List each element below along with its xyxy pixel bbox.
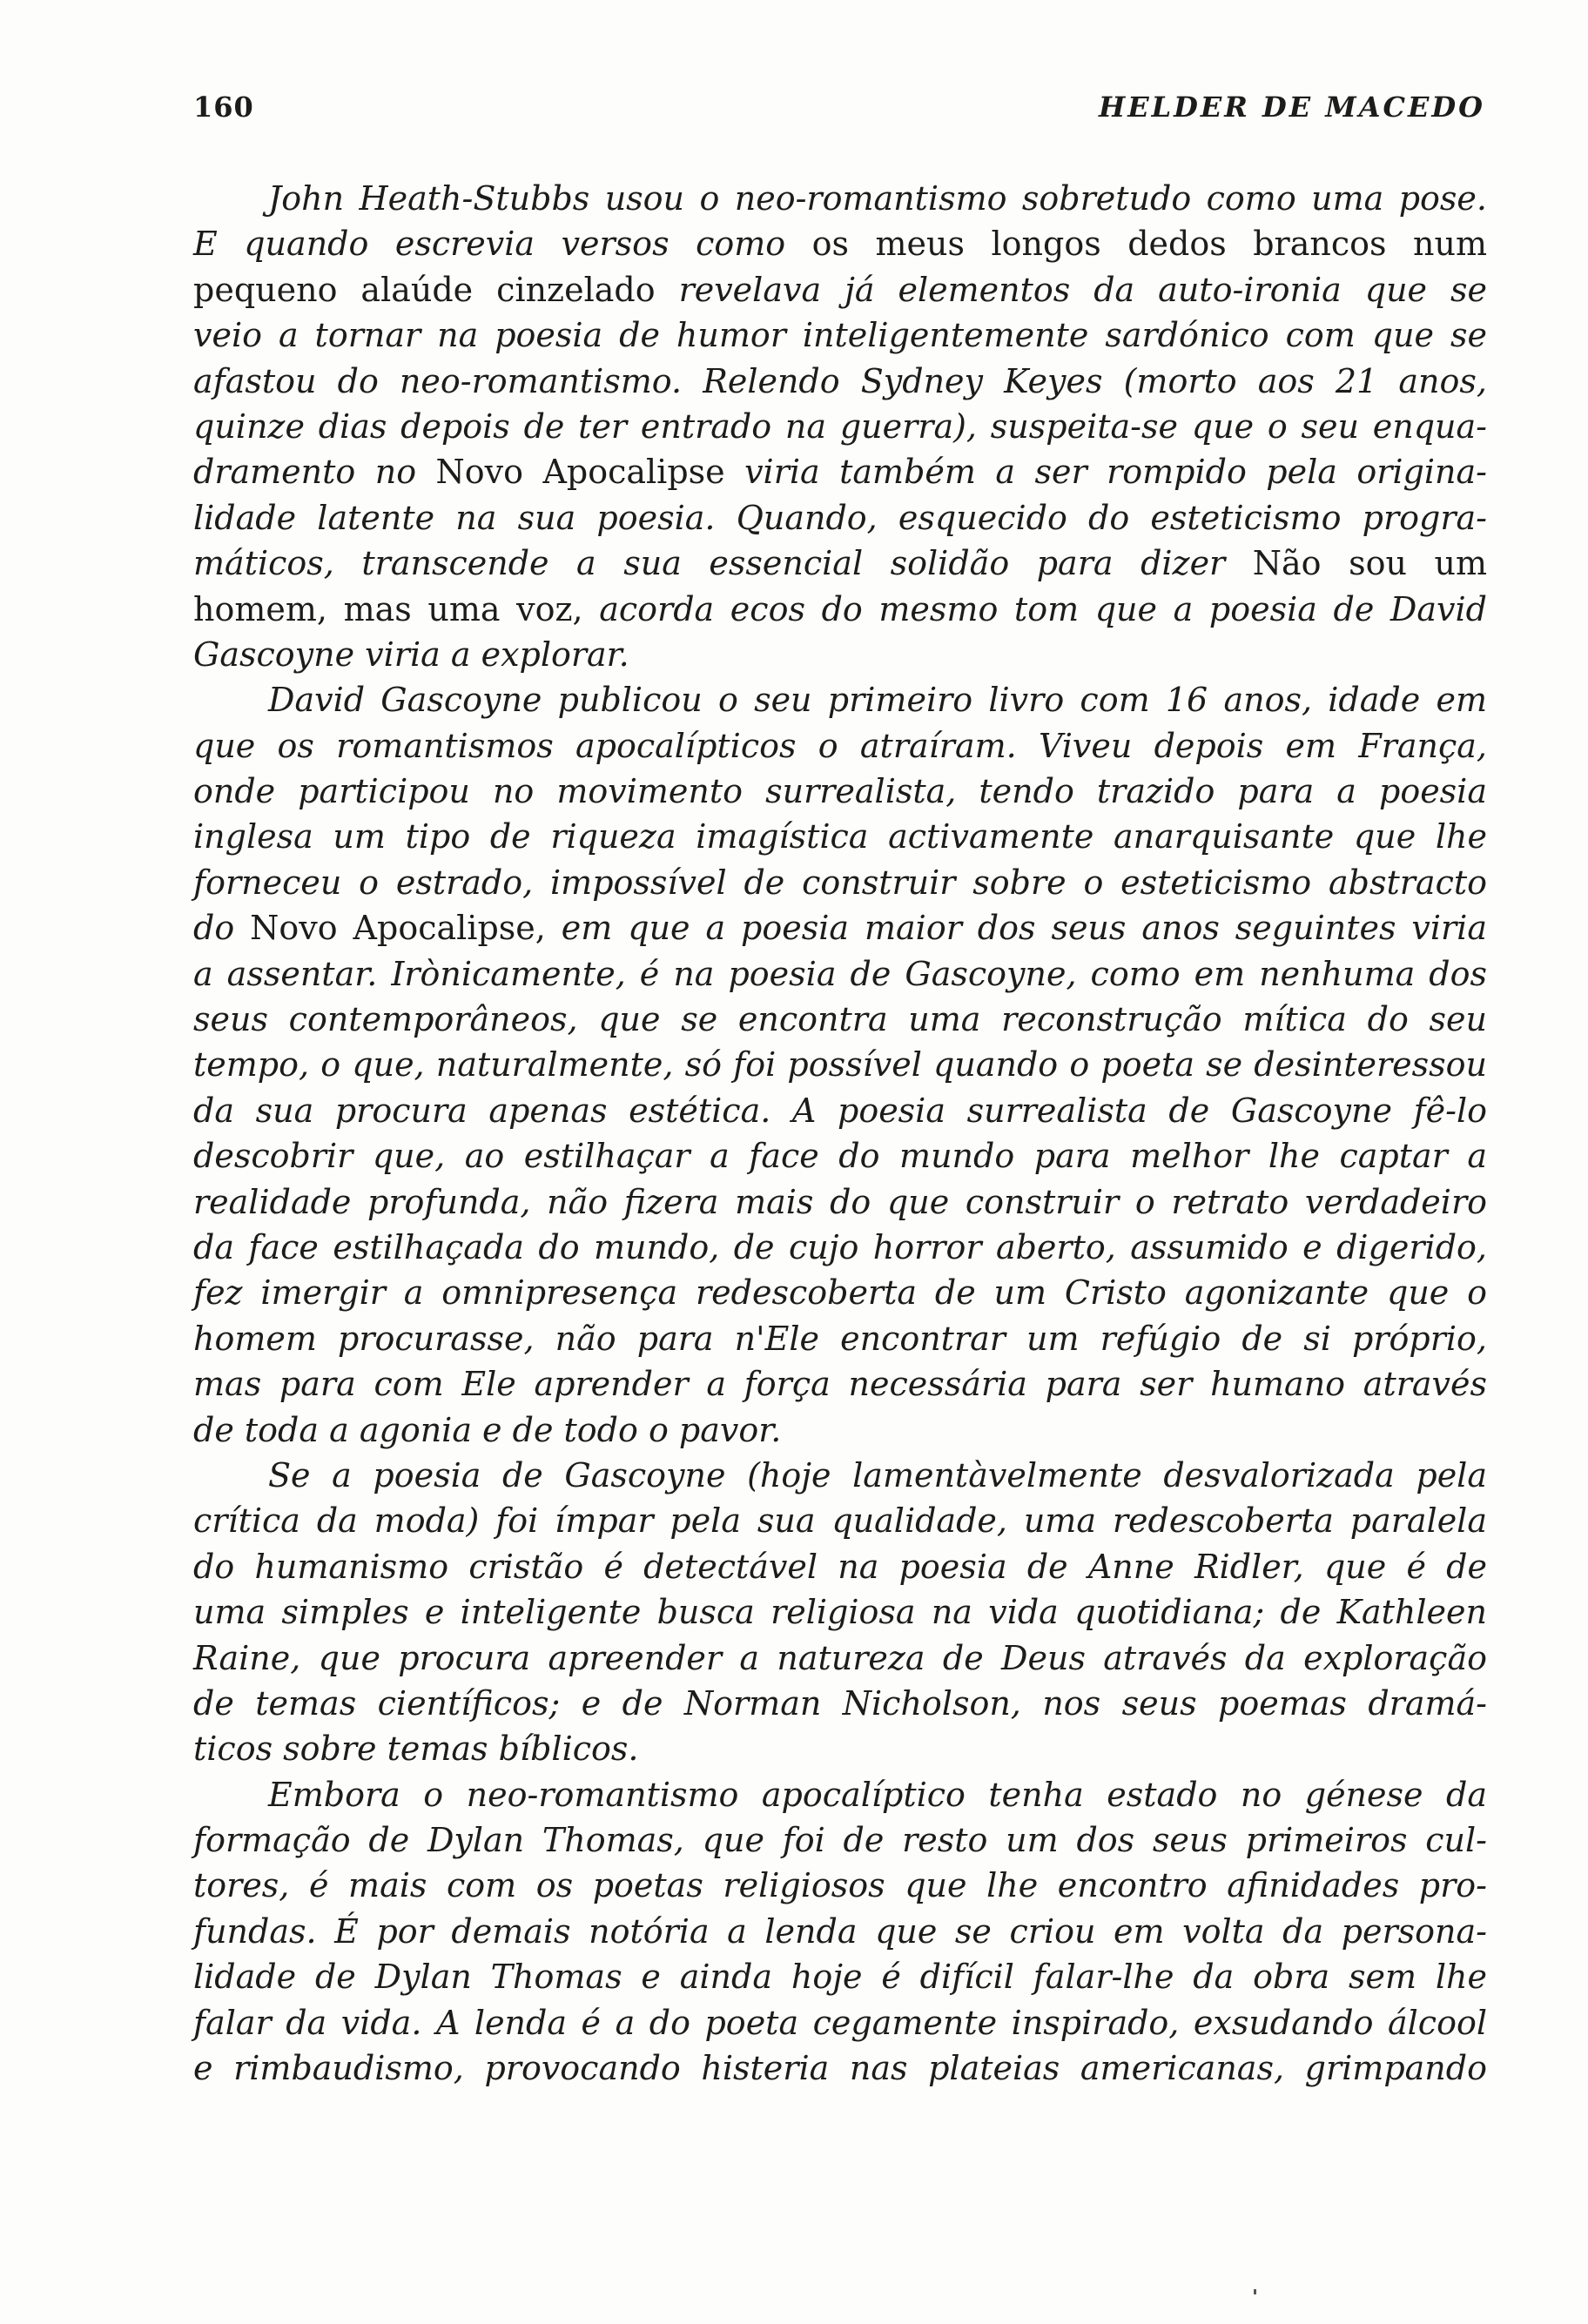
text-line — [193, 1498, 1487, 1543]
text-line — [193, 1726, 1487, 1771]
italic-text: formação de Dylan Thomas, que foi de resto um dos seus primeiros cul- — [193, 1821, 1487, 1860]
text-line — [193, 312, 1487, 358]
italic-text: Embora o neo-romantismo apocalíptico tenha estado no génese da — [268, 1775, 1487, 1814]
text-line — [193, 1179, 1487, 1225]
italic-text: uma simples e inteligente busca religiosa na vida quotidiana; de Kathleen — [193, 1593, 1487, 1632]
text-line — [193, 495, 1487, 541]
text-line — [193, 404, 1487, 449]
italic-text: realidade profunda, não fizera mais do que construir o retrato verdadeiro — [193, 1182, 1487, 1221]
italic-text: de toda a agonia e de todo o pavor. — [193, 1410, 782, 1449]
roman-text: pequeno alaúde cinzelado — [193, 270, 679, 309]
paragraph — [193, 176, 1487, 677]
italic-text: afastou do neo-romantismo. Relendo Sydney Keyes (morto aos 21 anos, — [193, 361, 1487, 400]
running-head: HELDER DE MACEDO — [1098, 91, 1485, 124]
roman-text: Novo Apocalipse, — [250, 909, 562, 948]
italic-text: do humanismo cristão é detectável na poesia de Anne Ridler, que é de — [193, 1547, 1487, 1586]
text-line — [193, 359, 1487, 404]
italic-text: dramento no — [193, 453, 436, 492]
italic-text: que os romantismos apocalípticos o atraíram. Viveu depois em França, — [193, 726, 1487, 765]
text-line — [193, 860, 1487, 905]
paragraph — [193, 677, 1487, 1453]
italic-text: acorda ecos do mesmo tom que a poesia de David — [599, 589, 1487, 628]
roman-text: os meus longos dedos brancos num — [811, 225, 1487, 264]
text-line — [193, 1636, 1487, 1681]
italic-text: quinze dias depois de ter entrado na guerra), suspeita-se que o seu enqua- — [193, 406, 1487, 446]
italic-text: e rimbaudismo, provocando histeria nas plateias americanas, grimpando — [193, 2049, 1487, 2088]
italic-text: lidade de Dylan Thomas e ainda hoje é difícil falar-lhe da obra sem lhe — [193, 1958, 1487, 1997]
text-line — [193, 814, 1487, 859]
text-line — [193, 1270, 1487, 1315]
text-line — [193, 1088, 1487, 1133]
italic-text: inglesa um tipo de riqueza imagística activamente anarquisante que lhe — [193, 817, 1487, 856]
italic-text: fundas. É por demais notória a lenda que se criou em volta da persona- — [193, 1911, 1487, 1951]
italic-text: tores, é mais com os poetas religiosos que lhe encontro afinidades pro- — [193, 1866, 1487, 1905]
text-line — [193, 1133, 1487, 1179]
italic-text: mas para com Ele aprender a força necessária para ser humano através — [193, 1365, 1487, 1404]
text-line — [193, 221, 1487, 266]
text-line — [193, 449, 1487, 494]
italic-text: John Heath-Stubbs usou o neo-romantismo sobretudo como uma pose. — [268, 179, 1487, 218]
italic-text: onde participou no movimento surrealista, tendo trazido para a poesia — [193, 772, 1487, 811]
text-line — [193, 677, 1487, 722]
italic-text: E quando escrevia versos como — [193, 225, 812, 264]
italic-text: do — [193, 909, 251, 948]
text-line — [193, 541, 1487, 586]
italic-text: fez imergir a omnipresença redescoberta de um Cristo agonizante que o — [193, 1273, 1487, 1313]
italic-text: lidade latente na sua poesia. Quando, esquecido do esteticismo progra- — [193, 498, 1487, 537]
italic-text: viria também a ser rompido pela origina- — [744, 453, 1487, 492]
paragraph — [193, 1453, 1487, 1772]
text-line — [193, 2045, 1487, 2091]
text-line — [193, 1407, 1487, 1453]
text-line — [193, 1589, 1487, 1635]
italic-text: veio a tornar na poesia de humor inteligentemente sardónico com que se — [193, 316, 1487, 355]
text-line — [193, 1772, 1487, 1817]
italic-text: forneceu o estrado, impossível de construir sobre o esteticismo abstracto — [193, 863, 1487, 902]
text-line — [193, 723, 1487, 769]
italic-text: homem procurasse, não para n'Ele encontrar um refúgio de si próprio, — [193, 1319, 1487, 1358]
text-line — [193, 1954, 1487, 1999]
text-line — [193, 1361, 1487, 1407]
italic-text: máticos, transcende a sua essencial solidão para dizer — [193, 544, 1253, 583]
italic-text: Gascoyne viria a explorar. — [193, 635, 629, 674]
text-line — [193, 997, 1487, 1042]
text-line — [193, 1544, 1487, 1589]
page-number: 160 — [193, 91, 254, 124]
text-line — [193, 1909, 1487, 1954]
text-line — [193, 951, 1487, 997]
text-line — [193, 587, 1487, 632]
italic-text: da face estilhaçada do mundo, de cujo horror aberto, assumido e digerido, — [193, 1227, 1487, 1266]
text-line — [193, 1453, 1487, 1498]
italic-text: crítica da moda) foi ímpar pela sua qualidade, uma redescoberta paralela — [193, 1501, 1487, 1541]
italic-text: revelava já elementos da auto-ironia que se — [678, 270, 1487, 309]
text-line — [193, 1225, 1487, 1270]
roman-text: Não sou um — [1252, 544, 1487, 583]
text-line — [193, 1817, 1487, 1863]
italic-text: descobrir que, ao estilhaçar a face do mundo para melhor lhe captar a — [193, 1137, 1487, 1176]
roman-text: homem, mas uma voz, — [193, 589, 600, 628]
page-header — [193, 91, 1485, 134]
text-line — [193, 1863, 1487, 1908]
italic-text: Raine, que procura apreender a natureza de Deus através da exploração — [193, 1638, 1487, 1677]
italic-text: tempo, o que, naturalmente, só foi possível quando o poeta se desinteressou — [193, 1045, 1487, 1085]
text-line — [193, 769, 1487, 814]
italic-text: David Gascoyne publicou o seu primeiro livro com 16 anos, idade em — [268, 681, 1487, 720]
text-line — [193, 1316, 1487, 1361]
text-line — [193, 1042, 1487, 1087]
text-line — [193, 632, 1487, 677]
text-line — [193, 905, 1487, 950]
italic-text: seus contemporâneos, que se encontra uma reconstrução mítica do seu — [193, 1000, 1487, 1039]
italic-text: em que a poesia maior dos seus anos seguintes viria — [561, 909, 1487, 948]
text-line — [193, 2000, 1487, 2045]
italic-text: falar da vida. A lenda é a do poeta cegamente inspirado, exsudando álcool — [193, 2003, 1487, 2042]
italic-text: Se a poesia de Gascoyne (hoje lamentàvelmente desvalorizada pela — [268, 1455, 1487, 1494]
body-text — [193, 176, 1487, 2091]
text-line — [193, 1681, 1487, 1726]
print-speck — [1254, 2289, 1256, 2294]
italic-text: a assentar. Irònicamente, é na poesia de Gascoyne, como em nenhuma dos — [193, 954, 1487, 993]
roman-text: Novo Apocalipse — [435, 453, 745, 492]
italic-text: da sua procura apenas estética. A poesia surrealista de Gascoyne fê-lo — [193, 1091, 1487, 1130]
italic-text: de temas científicos; e de Norman Nicholson, nos seus poemas dramá- — [193, 1683, 1487, 1723]
paragraph — [193, 1772, 1487, 2092]
text-line — [193, 176, 1487, 221]
text-line — [193, 267, 1487, 312]
italic-text: ticos sobre temas bíblicos. — [193, 1730, 639, 1769]
